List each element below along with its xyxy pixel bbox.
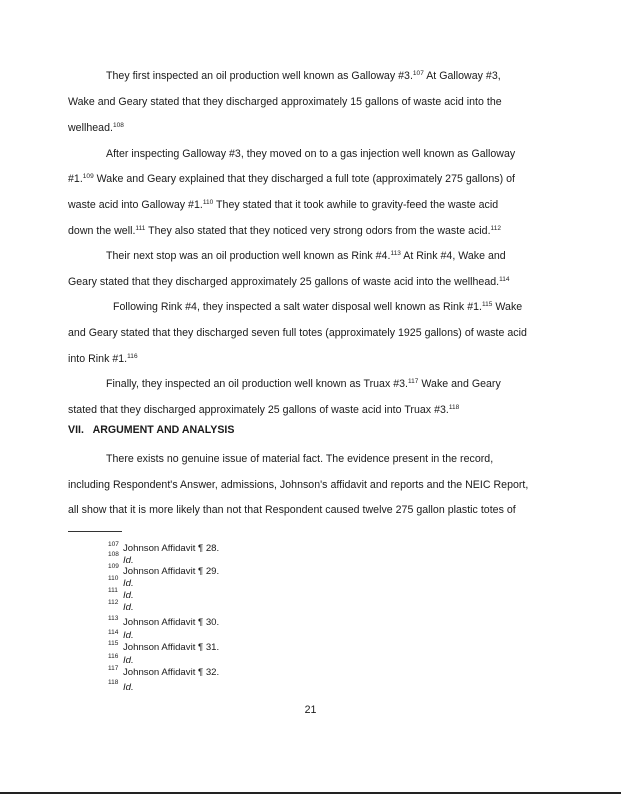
footnote-text: Id. <box>123 555 134 566</box>
footnote-number: 112 <box>108 599 119 606</box>
text-run: down the well. <box>68 225 136 237</box>
footnote-ref: 113 <box>390 250 401 257</box>
body-line <box>68 403 459 417</box>
footnote-number: 118 <box>108 679 119 686</box>
body-line <box>68 95 502 109</box>
text-run: They also stated that they noticed very strong odors from the waste acid. <box>145 225 491 237</box>
footnote-text: Id. <box>123 590 134 601</box>
text-run: Wake and Geary explained that they discharged a full tote (approximately 275 gallons) of <box>93 173 515 185</box>
body-line <box>106 377 501 391</box>
body-line <box>68 326 527 340</box>
text-run: and Geary stated that they discharged seven full totes (approximately 1925 gallons) of waste acid <box>68 327 527 339</box>
footnote-number: 117 <box>108 665 119 672</box>
footnote-number: 107 <box>108 541 119 548</box>
footnote-text: Id. <box>123 602 134 613</box>
page-number: 21 <box>304 704 317 716</box>
text-run: They first inspected an oil production well known as Galloway #3. <box>106 70 413 82</box>
argument-line <box>68 503 516 517</box>
footnote-text: Id. <box>123 682 134 693</box>
body-line <box>106 147 515 161</box>
footnote-ref: 116 <box>127 353 138 360</box>
body-line <box>68 275 510 289</box>
footnote-number: 116 <box>108 653 119 660</box>
body-line <box>68 198 498 212</box>
text-run: Wake and Geary <box>418 378 501 390</box>
text-run: Geary stated that they discharged approximately 25 gallons of waste acid into the wellhead. <box>68 276 500 288</box>
text-run: wellhead. <box>68 122 113 134</box>
text-run: all show that it is more likely than not that Respondent caused twelve 275 gallon plastic totes of <box>68 504 516 516</box>
text-run: There exists no genuine issue of material fact. The evidence present in the record, <box>106 453 494 465</box>
footnote-ref: 110 <box>202 199 214 206</box>
text-run: stated that they discharged approximately 25 gallons of waste acid into Truax #3. <box>68 404 449 416</box>
section-heading <box>68 424 234 436</box>
footnote-text: Johnson Affidavit ¶ 31. <box>123 642 220 653</box>
footnote-text: Id. <box>123 630 134 641</box>
footnote-ref: 107 <box>412 70 424 77</box>
body-line <box>68 172 515 186</box>
footnote-ref: 114 <box>499 276 510 283</box>
footnote-ref: 112 <box>490 225 501 232</box>
section-title: ARGUMENT AND ANALYSIS <box>92 424 235 436</box>
footnote-ref: 118 <box>448 404 460 411</box>
body-line <box>106 249 506 263</box>
footnote-number: 110 <box>108 575 119 582</box>
footnote-number: 109 <box>108 563 119 570</box>
footnote-text: Id. <box>123 578 134 589</box>
text-run: Wake and Geary stated that they discharged approximately 15 gallons of waste acid into the <box>68 96 502 108</box>
footnote-text: Johnson Affidavit ¶ 32. <box>123 667 220 678</box>
footnote-text: Johnson Affidavit ¶ 30. <box>123 617 220 628</box>
footnote-ref: 109 <box>82 173 94 180</box>
footnote-text: Johnson Affidavit ¶ 29. <box>123 566 220 577</box>
footnote-number: 115 <box>108 640 119 647</box>
footnote-number: 111 <box>108 587 118 594</box>
text-run: Following Rink #4, they inspected a salt water disposal well known as Rink #1. <box>113 301 482 313</box>
footnote-ref: 108 <box>112 122 124 129</box>
text-run: After inspecting Galloway #3, they moved on to a gas injection well known as Galloway <box>106 148 516 160</box>
footnote-number: 114 <box>108 629 119 636</box>
text-run: At Galloway #3, <box>423 70 501 82</box>
body-line <box>106 69 501 83</box>
footnote-text: Johnson Affidavit ¶ 28. <box>123 543 220 554</box>
footnote-ref: 115 <box>482 301 493 308</box>
text-run: including Respondent's Answer, admissions, Johnson's affidavit and reports and the NEIC Report, <box>68 479 529 491</box>
footnote-text: Id. <box>123 655 134 666</box>
text-run: Wake <box>492 301 523 313</box>
argument-line <box>106 452 493 466</box>
text-run: Finally, they inspected an oil production well known as Truax #3. <box>106 378 409 390</box>
text-run: At Rink #4, Wake and <box>400 250 506 262</box>
argument-line <box>68 478 528 492</box>
text-run: They stated that it took awhile to gravity-feed the waste acid <box>213 199 499 211</box>
body-line <box>68 224 501 238</box>
footnote-ref: 117 <box>408 378 419 385</box>
text-run: Their next stop was an oil production well known as Rink #4. <box>106 250 391 262</box>
footnote-number: 108 <box>108 551 119 558</box>
text-run: into Rink #1. <box>68 353 128 365</box>
footnote-separator <box>68 531 122 532</box>
bottom-border <box>0 792 621 794</box>
text-run: #1. <box>68 173 83 185</box>
body-line <box>68 352 138 366</box>
body-line <box>68 121 124 135</box>
footnote-ref: 111 <box>135 225 146 232</box>
text-run: waste acid into Galloway #1. <box>68 199 203 211</box>
footnote-number: 113 <box>108 615 119 622</box>
section-number: VII. <box>68 424 84 436</box>
body-line <box>113 300 522 314</box>
